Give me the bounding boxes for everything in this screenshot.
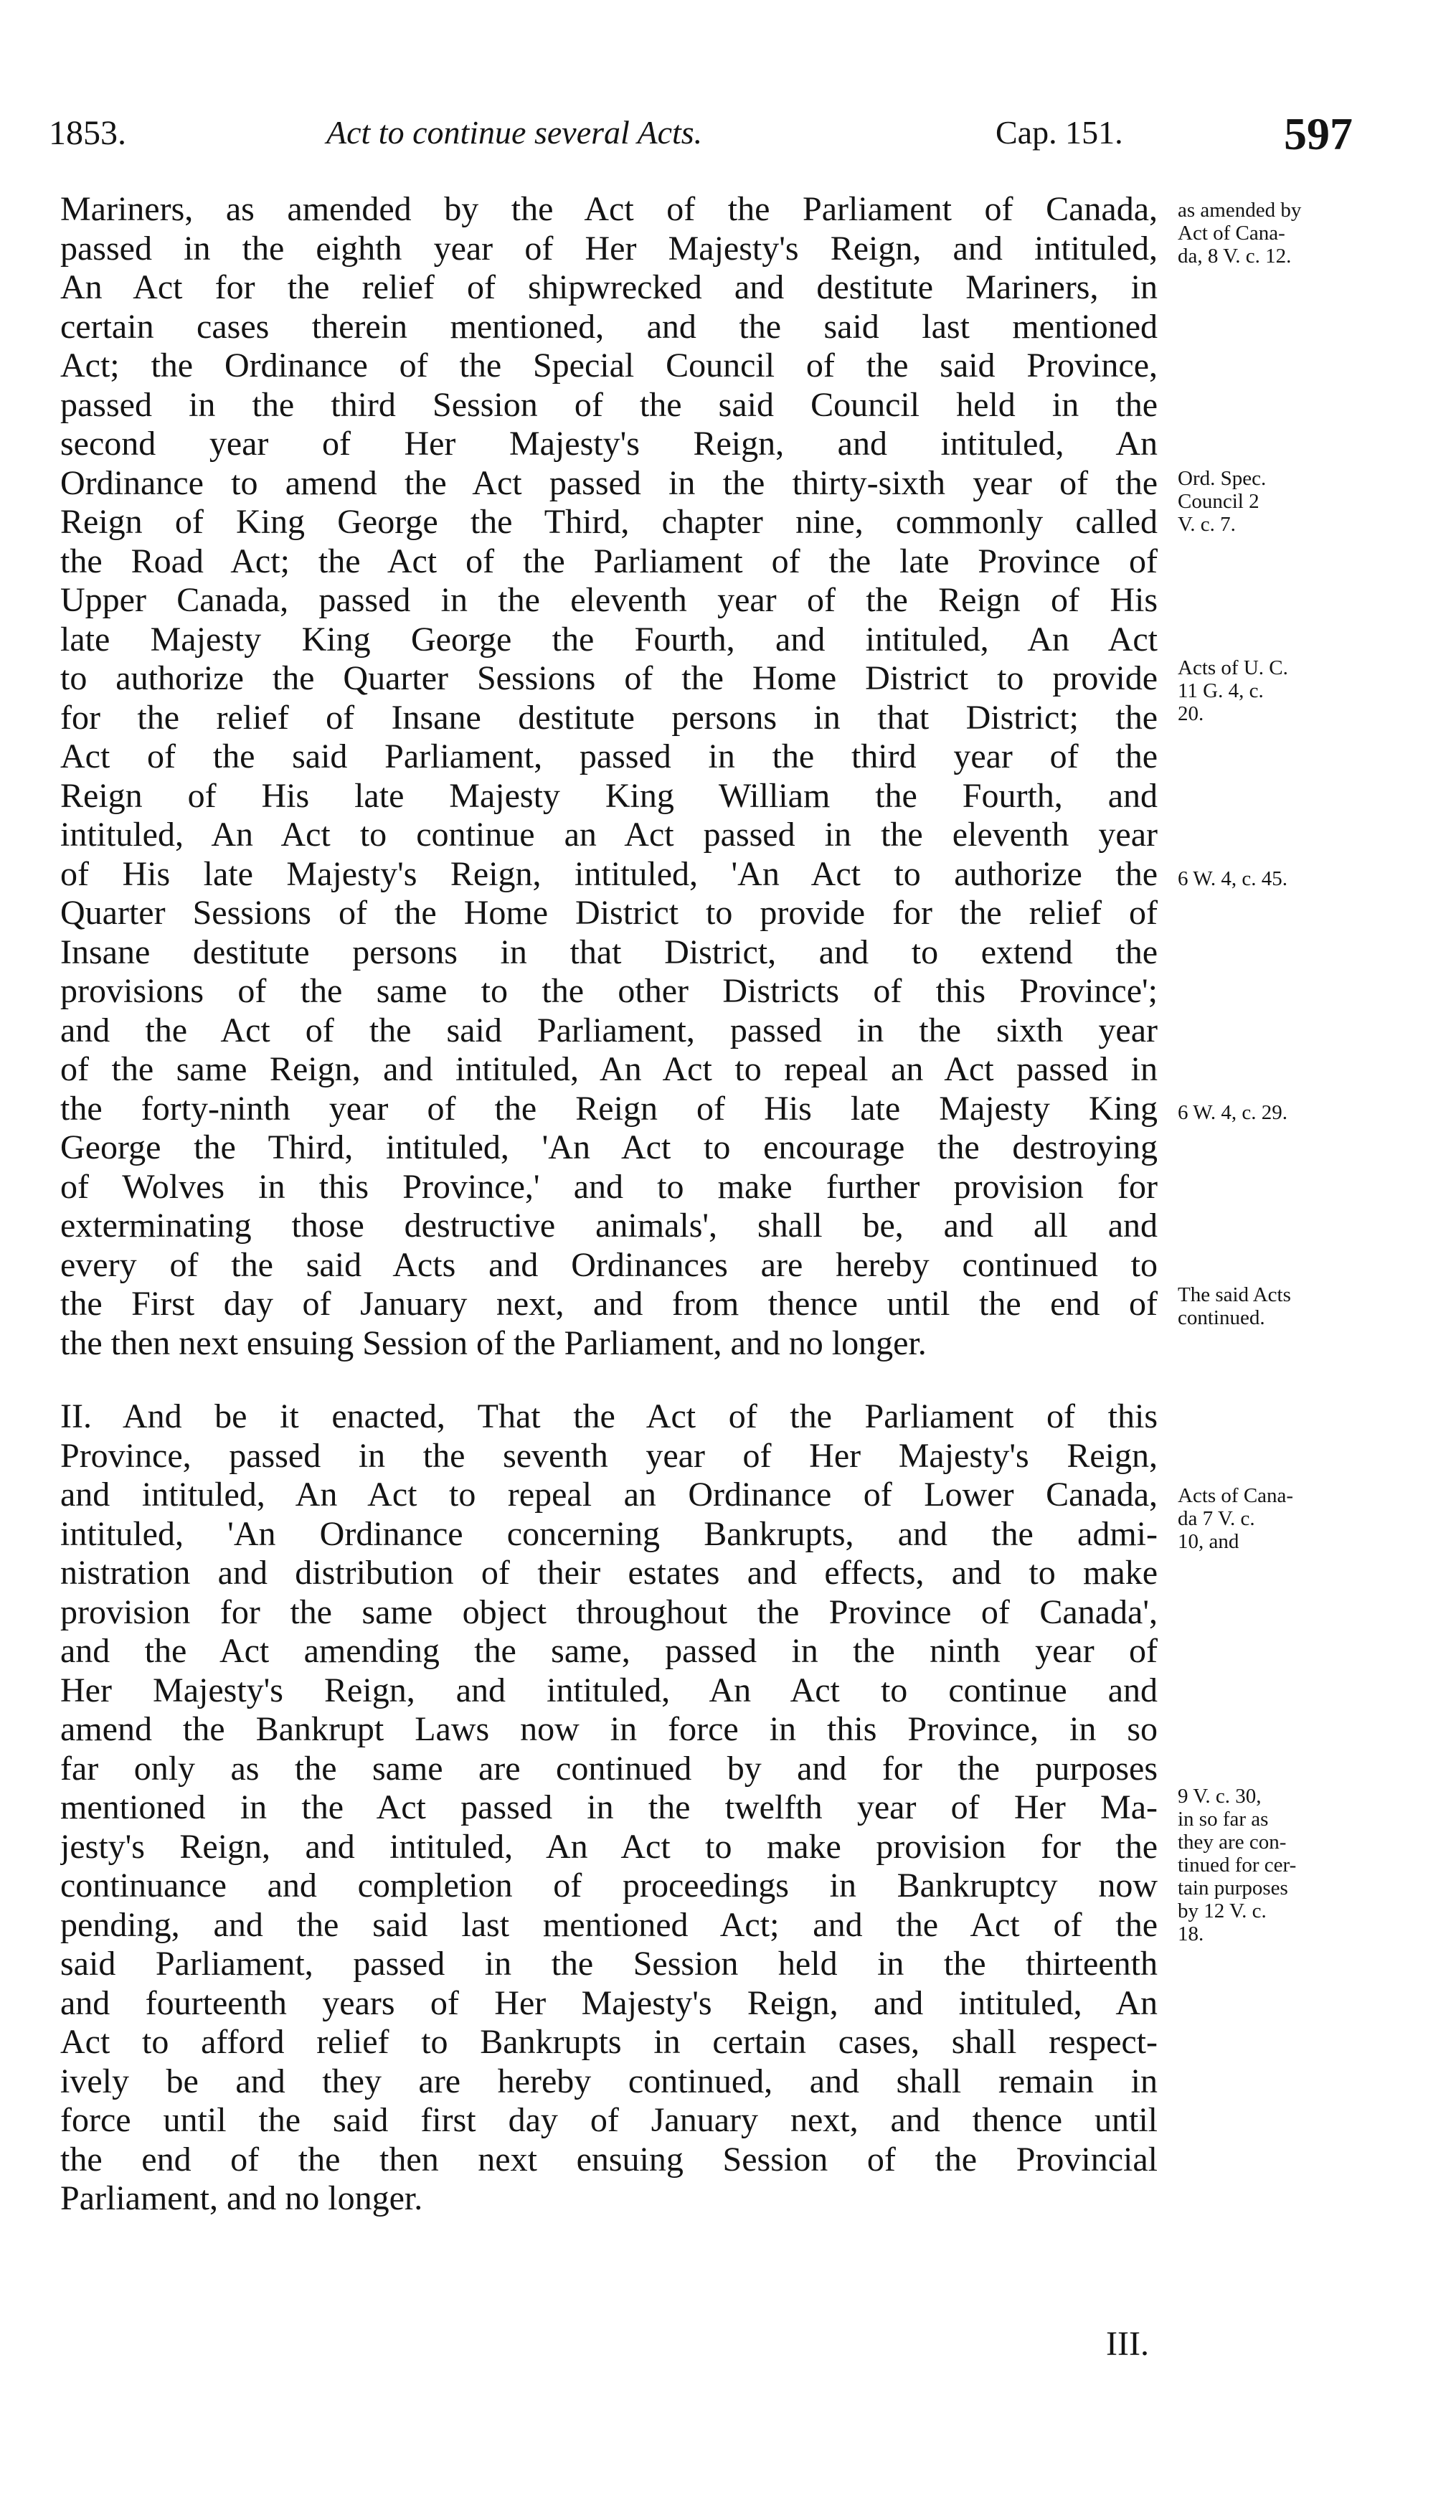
text-line: intituled, 'An Ordinance concerning Bankrupts, and the admi- bbox=[60, 1514, 1158, 1553]
text-line: and the Act of the said Parliament, passed in the sixth year bbox=[60, 1011, 1158, 1049]
text-line: to authorize the Quarter Sessions of the Home District to provide bbox=[60, 659, 1158, 697]
margin-note-9v bbox=[1178, 1785, 1296, 1945]
margin-note-line: 9 V. c. 30, bbox=[1178, 1785, 1262, 1808]
margin-note-line: 11 G. 4, c. bbox=[1178, 679, 1264, 702]
header-chapter: Cap. 151. bbox=[996, 114, 1123, 151]
margin-note-line: Council 2 bbox=[1178, 490, 1259, 513]
margin-note-6w4-29 bbox=[1178, 1101, 1287, 1124]
text-line: late Majesty King George the Fourth, and intituled, An Act bbox=[60, 620, 1158, 659]
margin-note-line: tinued for cer- bbox=[1178, 1854, 1297, 1877]
margin-note-line: as amended by bbox=[1178, 199, 1302, 222]
text-line: Mariners, as amended by the Act of the Parliament of Canada, bbox=[60, 190, 1158, 228]
text-line: certain cases therein mentioned, and the said last mentioned bbox=[60, 307, 1158, 346]
text-line: Reign of His late Majesty King William the Fourth, and bbox=[60, 776, 1158, 815]
text-line: and intituled, An Act to repeal an Ordinance of Lower Canada, bbox=[60, 1476, 1158, 1514]
margin-note-line: The said Acts bbox=[1178, 1283, 1291, 1306]
text-line: passed in the third Session of the said Council held in the bbox=[60, 385, 1158, 424]
margin-note-line: 10, and bbox=[1178, 1530, 1239, 1553]
text-line: provisions of the same to the other Districts of this Province'; bbox=[60, 972, 1158, 1010]
paragraph-section-2 bbox=[60, 1397, 1158, 2219]
section-marker: III. bbox=[1106, 2325, 1149, 2363]
text-line: Insane destitute persons in that District, and to extend the bbox=[60, 933, 1158, 971]
text-line: Ordinance to amend the Act passed in the thirty-sixth year of the bbox=[60, 463, 1158, 502]
text-line: and the Act amending the same, passed in the ninth year of bbox=[60, 1632, 1158, 1670]
text-line: far only as the same are continued by and for the purposes bbox=[60, 1749, 1158, 1788]
text-line: jesty's Reign, and intituled, An Act to make provision for the bbox=[60, 1827, 1158, 1866]
text-line: of Wolves in this Province,' and to make further provision for bbox=[60, 1167, 1158, 1206]
text-line: intituled, An Act to continue an Act passed in the eleventh year bbox=[60, 816, 1158, 854]
text-line: Upper Canada, passed in the eleventh year of the Reign of His bbox=[60, 581, 1158, 619]
paragraph-section-1 bbox=[60, 190, 1158, 1363]
margin-note-line: they are con- bbox=[1178, 1831, 1287, 1854]
text-line: nistration and distribution of their estates and effects, and to make bbox=[60, 1554, 1158, 1592]
text-line: Province, passed in the seventh year of Her Majesty's Reign, bbox=[60, 1436, 1158, 1475]
main-text bbox=[60, 190, 1158, 2219]
text-line: the end of the then next ensuing Session of the Provincial bbox=[60, 2140, 1158, 2179]
text-line: the First day of January next, and from thence until the end of bbox=[60, 1285, 1158, 1323]
margin-note-line: 20. bbox=[1178, 702, 1204, 725]
header-page-number: 597 bbox=[1284, 108, 1353, 159]
margin-note-line: in so far as bbox=[1178, 1808, 1269, 1831]
margin-note-acts-canada bbox=[1178, 1484, 1293, 1553]
margin-note-line: tain purposes bbox=[1178, 1877, 1288, 1900]
margin-note-line: Acts of U. C. bbox=[1178, 656, 1288, 679]
text-line: Act of the said Parliament, passed in the third year of the bbox=[60, 737, 1158, 775]
margin-note-line: V. c. 7. bbox=[1178, 513, 1236, 536]
margin-note-line: Act of Cana- bbox=[1178, 222, 1285, 245]
text-line: George the Third, intituled, 'An Act to encourage the destroying bbox=[60, 1128, 1158, 1166]
margin-note-line: da, 8 V. c. 12. bbox=[1178, 245, 1292, 268]
text-line: every of the said Acts and Ordinances are hereby continued to bbox=[60, 1245, 1158, 1284]
margin-note-line: Ord. Spec. bbox=[1178, 467, 1267, 490]
margin-note-line: continued. bbox=[1178, 1306, 1265, 1329]
text-line: Her Majesty's Reign, and intituled, An Act to continue and bbox=[60, 1671, 1158, 1709]
text-line: of His late Majesty's Reign, intituled, 'An Act to authorize the bbox=[60, 854, 1158, 893]
margin-note-line: da 7 V. c. bbox=[1178, 1507, 1255, 1530]
margin-note-line: Acts of Cana- bbox=[1178, 1484, 1294, 1507]
text-line: the forty-ninth year of the Reign of His late Majesty King bbox=[60, 1089, 1158, 1128]
text-line: and fourteenth years of Her Majesty's Reign, and intituled, An bbox=[60, 1983, 1158, 2022]
text-line: force until the said first day of January next, and thence until bbox=[60, 2101, 1158, 2139]
text-line: amend the Bankrupt Laws now in force in this Province, in so bbox=[60, 1710, 1158, 1748]
header-title: Act to continue several Acts. bbox=[326, 114, 703, 151]
text-line: ively be and they are hereby continued, and shall remain in bbox=[60, 2062, 1158, 2100]
margin-note-ordinance bbox=[1178, 467, 1266, 536]
text-line: Act to afford relief to Bankrupts in certain cases, shall respect- bbox=[60, 2023, 1158, 2061]
margin-note-line: by 12 V. c. bbox=[1178, 1900, 1267, 1922]
text-line: exterminating those destructive animals', shall be, and all and bbox=[60, 1207, 1158, 1245]
text-line: II. And be it enacted, That the Act of the Parliament of this bbox=[60, 1397, 1158, 1435]
text-line: Quarter Sessions of the Home District to provide for the relief of bbox=[60, 894, 1158, 932]
margin-note-line: 6 W. 4, c. 29. bbox=[1178, 1101, 1288, 1124]
margin-note-line: 6 W. 4, c. 45. bbox=[1178, 867, 1288, 890]
text-line: the then next ensuing Session of the Parliament, and no longer. bbox=[60, 1323, 927, 1362]
text-line: for the relief of Insane destitute persons in that District; the bbox=[60, 698, 1158, 737]
text-line: second year of Her Majesty's Reign, and intituled, An bbox=[60, 425, 1158, 463]
text-line: said Parliament, passed in the Session held in the thirteenth bbox=[60, 1945, 1158, 1983]
margin-note-continued bbox=[1178, 1283, 1291, 1329]
header-year: 1853. bbox=[49, 114, 126, 152]
text-line: of the same Reign, and intituled, An Act to repeal an Act passed in bbox=[60, 1050, 1158, 1088]
text-line: continuance and completion of proceedings in Bankruptcy now bbox=[60, 1867, 1158, 1905]
text-line: provision for the same object throughout the Province of Canada', bbox=[60, 1592, 1158, 1631]
margin-note-acts-uc bbox=[1178, 656, 1288, 725]
margin-note-6w4-45 bbox=[1178, 867, 1287, 890]
text-line: pending, and the said last mentioned Act; and the Act of the bbox=[60, 1905, 1158, 1944]
text-line: passed in the eighth year of Her Majesty's Reign, and intituled, bbox=[60, 229, 1158, 268]
text-line: the Road Act; the Act of the Parliament of the late Province of bbox=[60, 542, 1158, 580]
margin-note-line: 18. bbox=[1178, 1922, 1204, 1945]
text-line: mentioned in the Act passed in the twelfth year of Her Ma- bbox=[60, 1788, 1158, 1826]
text-line: Reign of King George the Third, chapter nine, commonly called bbox=[60, 503, 1158, 541]
margin-note-amended bbox=[1178, 199, 1301, 268]
text-line: Act; the Ordinance of the Special Council of the said Province, bbox=[60, 346, 1158, 384]
text-line: Parliament, and no longer. bbox=[60, 2179, 423, 2217]
text-line: An Act for the relief of shipwrecked and destitute Mariners, in bbox=[60, 268, 1158, 306]
